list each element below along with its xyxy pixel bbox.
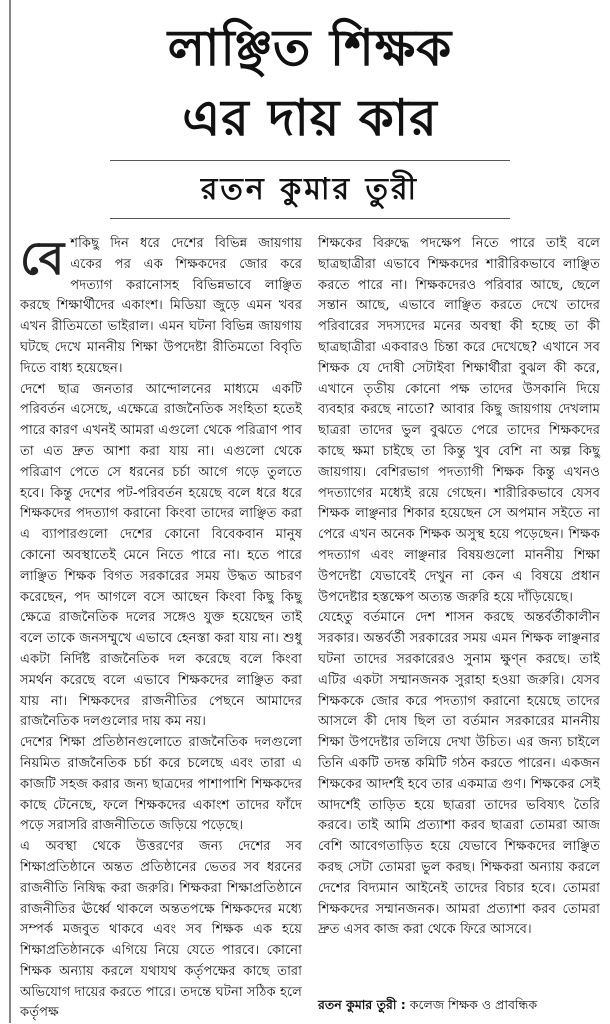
paragraph: যেহেতু বর্তমানে দেশ শাসন করছে অন্তর্বর্তীকালীন সরকার। অন্তর্বর্তী সরকারের সময় এমন শিক্ষক লাঞ্ছনার ঘটনা তাদের সরকারেরও সুনাম ক্ষুণ্ন করছে। তাই এটির একটা সম্মানজনক সুরাহা হওয়া জরুরি। যেসব শিক্ষককে জোর করে পদত্যাগ করানো হয়েছে তাদের আসলে কী দোষ ছিল তা বর্তমান সরকারের মাননীয় শিক্ষা উপদেষ্টার তলিয়ে দেখা উচিত। এর জন্য চাইলে তিনি একটি তদন্ত কমিটি গঠন করতে পারেন। একজন শিক্ষকের আদর্শই হবে তার একমাত্র গুণ। শিক্ষকের সেই আদর্শেই তাড়িত হয়ে ছাত্ররা তাদের ভবিষ্যৎ তৈরি করবে। তাই আমি প্রত্যাশা করব ছাত্ররা তোমরা আজ বেশি আবেগতাড়িত হয়ে যেভাবে শিক্ষকদের লাঞ্ছিত করছ সেটা তোমরা ভুল করছ। শিক্ষকরা অন্যায় করলে দেশের বিদ্যমান আইনেই তাদের বিচার হবে। তোমরা শিক্ষকদের সম্মানজনক। আমরা প্রত্যাশা করব তোমরা দ্রুত এসব কাজ করা থেকে ফিরে আসবে। (318, 610, 600, 938)
byline-name: রতন কুমার তুরী : (318, 997, 406, 1012)
author-byline (318, 996, 600, 1014)
author-divider-bottom (110, 218, 510, 219)
paragraph: দেশের শিক্ষা প্রতিষ্ঠানগুলোতে রাজনৈতিক দলগুলো নিয়মিত রাজনৈতিক চর্চা করে চলেছে এবং তারা এ কাজটি সহজ করার জন্য ছাত্রদের পাশাপাশি শিক্ষকদের কাছে টেনেছে, ফলে শিক্ষকদের একাংশ তাদের ফাঁদে পড়ে সরাসরি রাজনীতিতে জড়িয়ে পড়েছে। (20, 735, 302, 834)
paragraph: এ অবস্থা থেকে উত্তরণের জন্য দেশের সব শিক্ষাপ্রতিষ্ঠানে অন্তত প্রতিষ্ঠানের ভেতর সব ধরনের রাজনীতি নিষিদ্ধ করা জরুরি। শিক্ষকরা শিক্ষাপ্রতিষ্ঠানে রাজনীতির ঊর্ধ্বে থাকলে অন্ততপক্ষে শিক্ষকদের মধ্যে সম্পর্ক মজবুত থাকবে এবং সব শিক্ষক এক হয়ে শিক্ষাপ্রতিষ্ঠানকে এগিয়ে নিয়ে যেতে পারবে। কোনো শিক্ষক অন্যায় করলে যথাযথ কর্তৃপক্ষের কাছে তারা অভিযোগ দায়ের করতে পারে। তদন্তে ঘটনা সঠিক হলে কর্তৃপক্ষ (20, 839, 302, 1021)
byline-role: কলেজ শিক্ষক ও প্রাবন্ধিক (409, 997, 538, 1012)
paragraph: দেশে ছাত্র জনতার আন্দোলনের মাধ্যমে একটি পরিবর্তন এসেছে, এক্ষেত্রে রাজনৈতিক সংহিতা হতেই পারে কারণ এখনই আমরা এগুলো থেকে পরিত্রাণ পাব তা এত দ্রুত আশা করা যায় না। এগুলো থেকে পরিত্রাণ পেতে সে ধরনের চর্চা আগে গড়ে তুলতে হবে। কিন্তু দেশের পট-পরিবর্তন হয়েছে বলে ধরে ধরে শিক্ষকদের পদত্যাগ করানো কিংবা তাদের লাঞ্ছিত করা এ ব্যাপারগুলো দেশের কোনো বিবেকবান মানুষ কোনো অবস্থাতেই মেনে নিতে পারে না। হতে পারে লাঞ্ছিত শিক্ষক বিগত সরকারের সময় উদ্ধত আচরণ করেছেন, পদ আগলে বসে আছেন কিংবা কিছু কিছু ক্ষেত্রে রাজনৈতিক দলের সঙ্গেও যুক্ত হয়েছেন তাই বলে তাকে জনসম্মুখে এভাবে হেনস্তা করা যায় না। শুধু একটা নির্দিষ্ট রাজনৈতিক দল করেছে বলে কিংবা সমর্থন করেছে বলে এভাবে শিক্ষকদের লাঞ্ছিত করা যায় না। শিক্ষকদের রাজনীতির পেছনে আমাদের রাজনৈতিক দলগুলোর দায় কম নয়। (20, 381, 302, 730)
paragraph: শিক্ষকের বিরুদ্ধে পদক্ষেপ নিতে পারে তাই বলে ছাত্রছাত্রীরা এভাবে শিক্ষকদের শারীরিকভাবে লাঞ্ছিত করতে পারে না। শিক্ষকদেরও পরিবার আছে, ছেলে সন্তান আছে, এভাবে লাঞ্ছিত করতে দেখে তাদের পরিবারের সদস্যদের মনের অবস্থা কী হচ্ছে তা কী ছাত্রছাত্রীরা একবারও চিন্তা করে দেখেছে? এখানে সব শিক্ষক যে দোষী সেটাইবা শিক্ষার্থীরা বুঝল কী করে, এখানে তৃতীয় কোনো পক্ষ তাদের উসকানি দিয়ে ব্যবহার করছে নাতো? আবার কিছু জায়গায় দেখলাম ছাত্ররা তাদের ভুল বুঝতে পেরে তাদের শিক্ষকদের কাছে ক্ষমা চাইছে তা কিন্তু খুব বেশি না অল্প কিছু জায়গায়। বেশিরভাগ পদত্যাগী শিক্ষক কিন্তু এখনও পদত্যাগের মধ্যেই রয়ে গেছেন। শারীরিকভাবে যেসব শিক্ষক লাঞ্ছনার শিকার হয়েছেন সে অপমান সইতে না পেরে এখন অনেক শিক্ষক অসুস্থ হয়ে পড়েছেন। শিক্ষক পদত্যাগ এবং লাঞ্ছনার বিষয়গুলো মাননীয় শিক্ষা উপদেষ্টা যেভাবেই দেখুন না কেন এ বিষয়ে প্রধান উপদেষ্টার হস্তক্ষেপ অত্যন্ত জরুরি হয়ে দাঁড়িয়েছে। (318, 236, 600, 605)
article-column-right (318, 234, 600, 994)
drop-cap: বে (20, 231, 65, 285)
article-column-left (20, 231, 302, 1021)
headline-line-1: লাঞ্ছিত শিক্ষক (167, 19, 453, 77)
author-divider-top (110, 160, 510, 161)
page-left-rule (9, 0, 11, 1023)
author-name: রতন কুমার তুরী (200, 172, 420, 207)
paragraph (20, 231, 302, 380)
paragraph-text: শকিছু দিন ধরে দেশের বিভিন্ন জায়গায় একের পর এক শিক্ষকদের জোর করে পদত্যাগ করানোসহ বিভিন্নভাবে লাঞ্ছিত করছে শিক্ষার্থীদের একাংশ। মিডিয়া জুড়ে এমন খবর এখন রীতিমতো ভাইরাল। এমন ঘটনা বিভিন্ন জায়গায় ঘটছে দেখে মাননীয় শিক্ষা উপদেষ্টা রীতিমতো বিবৃতি দিতে বাধ্য হয়েছেন। (20, 236, 302, 376)
headline-line-2: এর দায় কার (182, 89, 438, 147)
